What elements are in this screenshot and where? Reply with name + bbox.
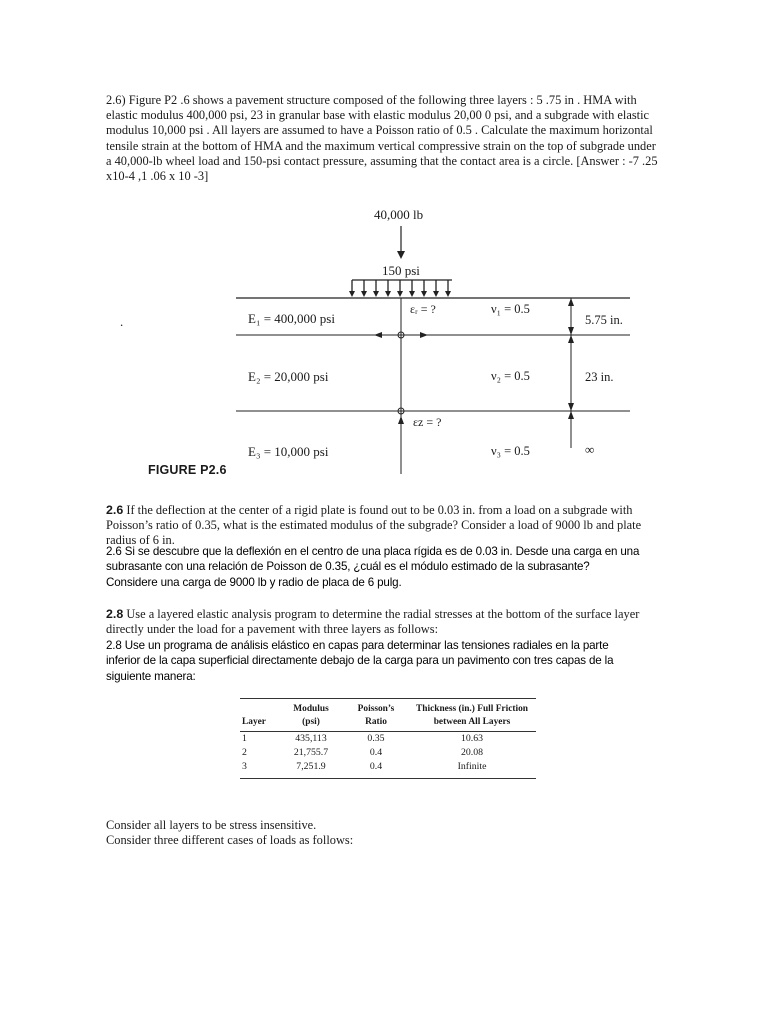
text-line: 2.6) Figure P2 .6 shows a pavement structure composed of the following three layers : 5 .75 in . HMA with xyxy=(106,93,637,107)
text-line: modulus 10,000 psi . All layers are assumed to have a Poisson ratio of 0.5 . Calculate the maximum horizontal xyxy=(106,123,653,138)
text-line: Use a layered elastic analysis program to determine the radial stresses at the bottom of the surface layer xyxy=(123,607,640,621)
header-layer: Layer xyxy=(240,699,278,732)
cell-thickness: Infinite xyxy=(457,761,487,772)
text-line: siguiente manera: xyxy=(106,669,196,683)
closing-text xyxy=(106,818,666,848)
cell-poisson: 0.4 xyxy=(369,761,383,772)
load-arrow-head xyxy=(397,251,405,259)
cell-layer: 2 xyxy=(242,747,247,758)
stray-dot: . xyxy=(120,314,124,329)
layer-3-modulus: E₃ = 10,000 psi xyxy=(248,444,329,459)
problem-2-8-spanish xyxy=(106,638,666,684)
layer-properties-table xyxy=(240,698,536,779)
text-line: Consider three different cases of loads as follows: xyxy=(106,833,354,848)
table-row xyxy=(240,732,536,747)
header-poisson xyxy=(344,699,408,732)
vertical-strain-label: εz = ? xyxy=(413,415,442,429)
cell-modulus: 435,113 xyxy=(295,733,327,744)
problem-2-6-statement xyxy=(106,93,666,184)
cell-thickness: 20.08 xyxy=(460,747,484,758)
text-line xyxy=(106,503,666,518)
layer-1-thickness: 5.75 in. xyxy=(585,313,623,327)
pressure-arrow-heads xyxy=(349,291,451,297)
problem-2-8-statement xyxy=(106,607,666,637)
table-header-row xyxy=(240,699,536,732)
text-line: a 40,000-lb wheel load and 150-psi contact pressure, assuming that the contact area is a circle. [Answer : -7 .25 xyxy=(106,153,658,168)
pavement-diagram xyxy=(130,198,630,483)
cell-poisson: 0.4 xyxy=(369,747,383,758)
text-line xyxy=(106,607,666,622)
cell-thickness: 10.63 xyxy=(460,733,484,744)
header-line: between All Layers xyxy=(433,716,511,727)
header-line: Poisson’s xyxy=(357,704,395,714)
table-row xyxy=(240,760,536,779)
text-line: inferior de la capa superficial directamente debajo de la carga para un pavimento con tres capas de la xyxy=(106,654,614,668)
header-line: Modulus xyxy=(293,704,329,714)
problem-2-6-rigid-plate xyxy=(106,503,666,549)
problem-number: 2.8 xyxy=(106,607,124,621)
text-line: 2.6 Si se descubre que la deflexión en el centro de una placa rígida es de 0.03 in. Desde una carga en una xyxy=(106,545,640,558)
layer-2-thickness: 23 in. xyxy=(585,370,614,384)
layer-table xyxy=(240,698,536,779)
cell-layer: 1 xyxy=(242,733,247,744)
layer-2-modulus: E₂ = 20,000 psi xyxy=(248,369,329,384)
cell-modulus: 21,755.7 xyxy=(293,747,329,758)
header-line: Thickness (in.) Full Friction xyxy=(416,704,528,714)
text-line: subrasante con una relación de Poisson de 0.35, ¿cuál es el módulo estimado de la subrasante? xyxy=(106,560,590,574)
problem-number: 2.6 xyxy=(106,503,124,517)
table-row xyxy=(240,746,536,760)
cell-layer: 3 xyxy=(242,761,247,772)
cell-poisson: 0.35 xyxy=(367,733,385,744)
problem-2-6-spanish xyxy=(106,544,666,590)
text-line: If the deflection at the center of a rigid plate is found out to be 0.03 in. from a load on a subgrade with xyxy=(123,503,633,517)
text-line: directly under the load for a pavement with three layers as follows: xyxy=(106,622,439,637)
text-line: tensile strain at the bottom of HMA and the maximum vertical compressive strain on the top of subgrade under xyxy=(106,138,656,153)
layer-3-poisson: ν₃ = 0.5 xyxy=(491,444,530,458)
layer-3-thickness: ∞ xyxy=(585,442,595,457)
pavement-figure xyxy=(120,198,630,483)
radial-strain-label: εᵣ = ? xyxy=(410,302,436,316)
layer-1-modulus: E₁ = 400,000 psi xyxy=(248,311,335,326)
header-line: (psi) xyxy=(302,716,320,727)
figure-caption: FIGURE P2.6 xyxy=(148,463,227,477)
cell-modulus: 7,251.9 xyxy=(296,761,326,772)
text-line: elastic modulus 400,000 psi, 23 in granular base with elastic modulus 20,00 0 psi, and a subgrade with elastic xyxy=(106,108,650,123)
text-line: x10-4 ,1 .06 x 10 -3] xyxy=(106,169,209,184)
text-line: Considere una carga de 9000 lb y radio de placa de 6 pulg. xyxy=(106,575,402,589)
header-modulus xyxy=(278,699,344,732)
pressure-label: 150 psi xyxy=(382,263,420,278)
layer-2-poisson: ν₂ = 0.5 xyxy=(491,369,530,383)
layer-1-poisson: ν₁ = 0.5 xyxy=(491,302,530,316)
load-label: 40,000 lb xyxy=(374,207,424,222)
header-thickness xyxy=(408,699,536,732)
header-line: Ratio xyxy=(365,716,387,727)
text-line: 2.8 Use un programa de análisis elástico en capas para determinar las tensiones radiales en la parte xyxy=(106,639,609,652)
text-line: radius of 6 in. xyxy=(106,533,175,548)
text-line: Poisson’s ratio of 0.35, what is the estimated modulus of the subgrade? Consider a load of 9000 lb and plate xyxy=(106,518,642,533)
text-line: Consider all layers to be stress insensitive. xyxy=(106,818,317,832)
